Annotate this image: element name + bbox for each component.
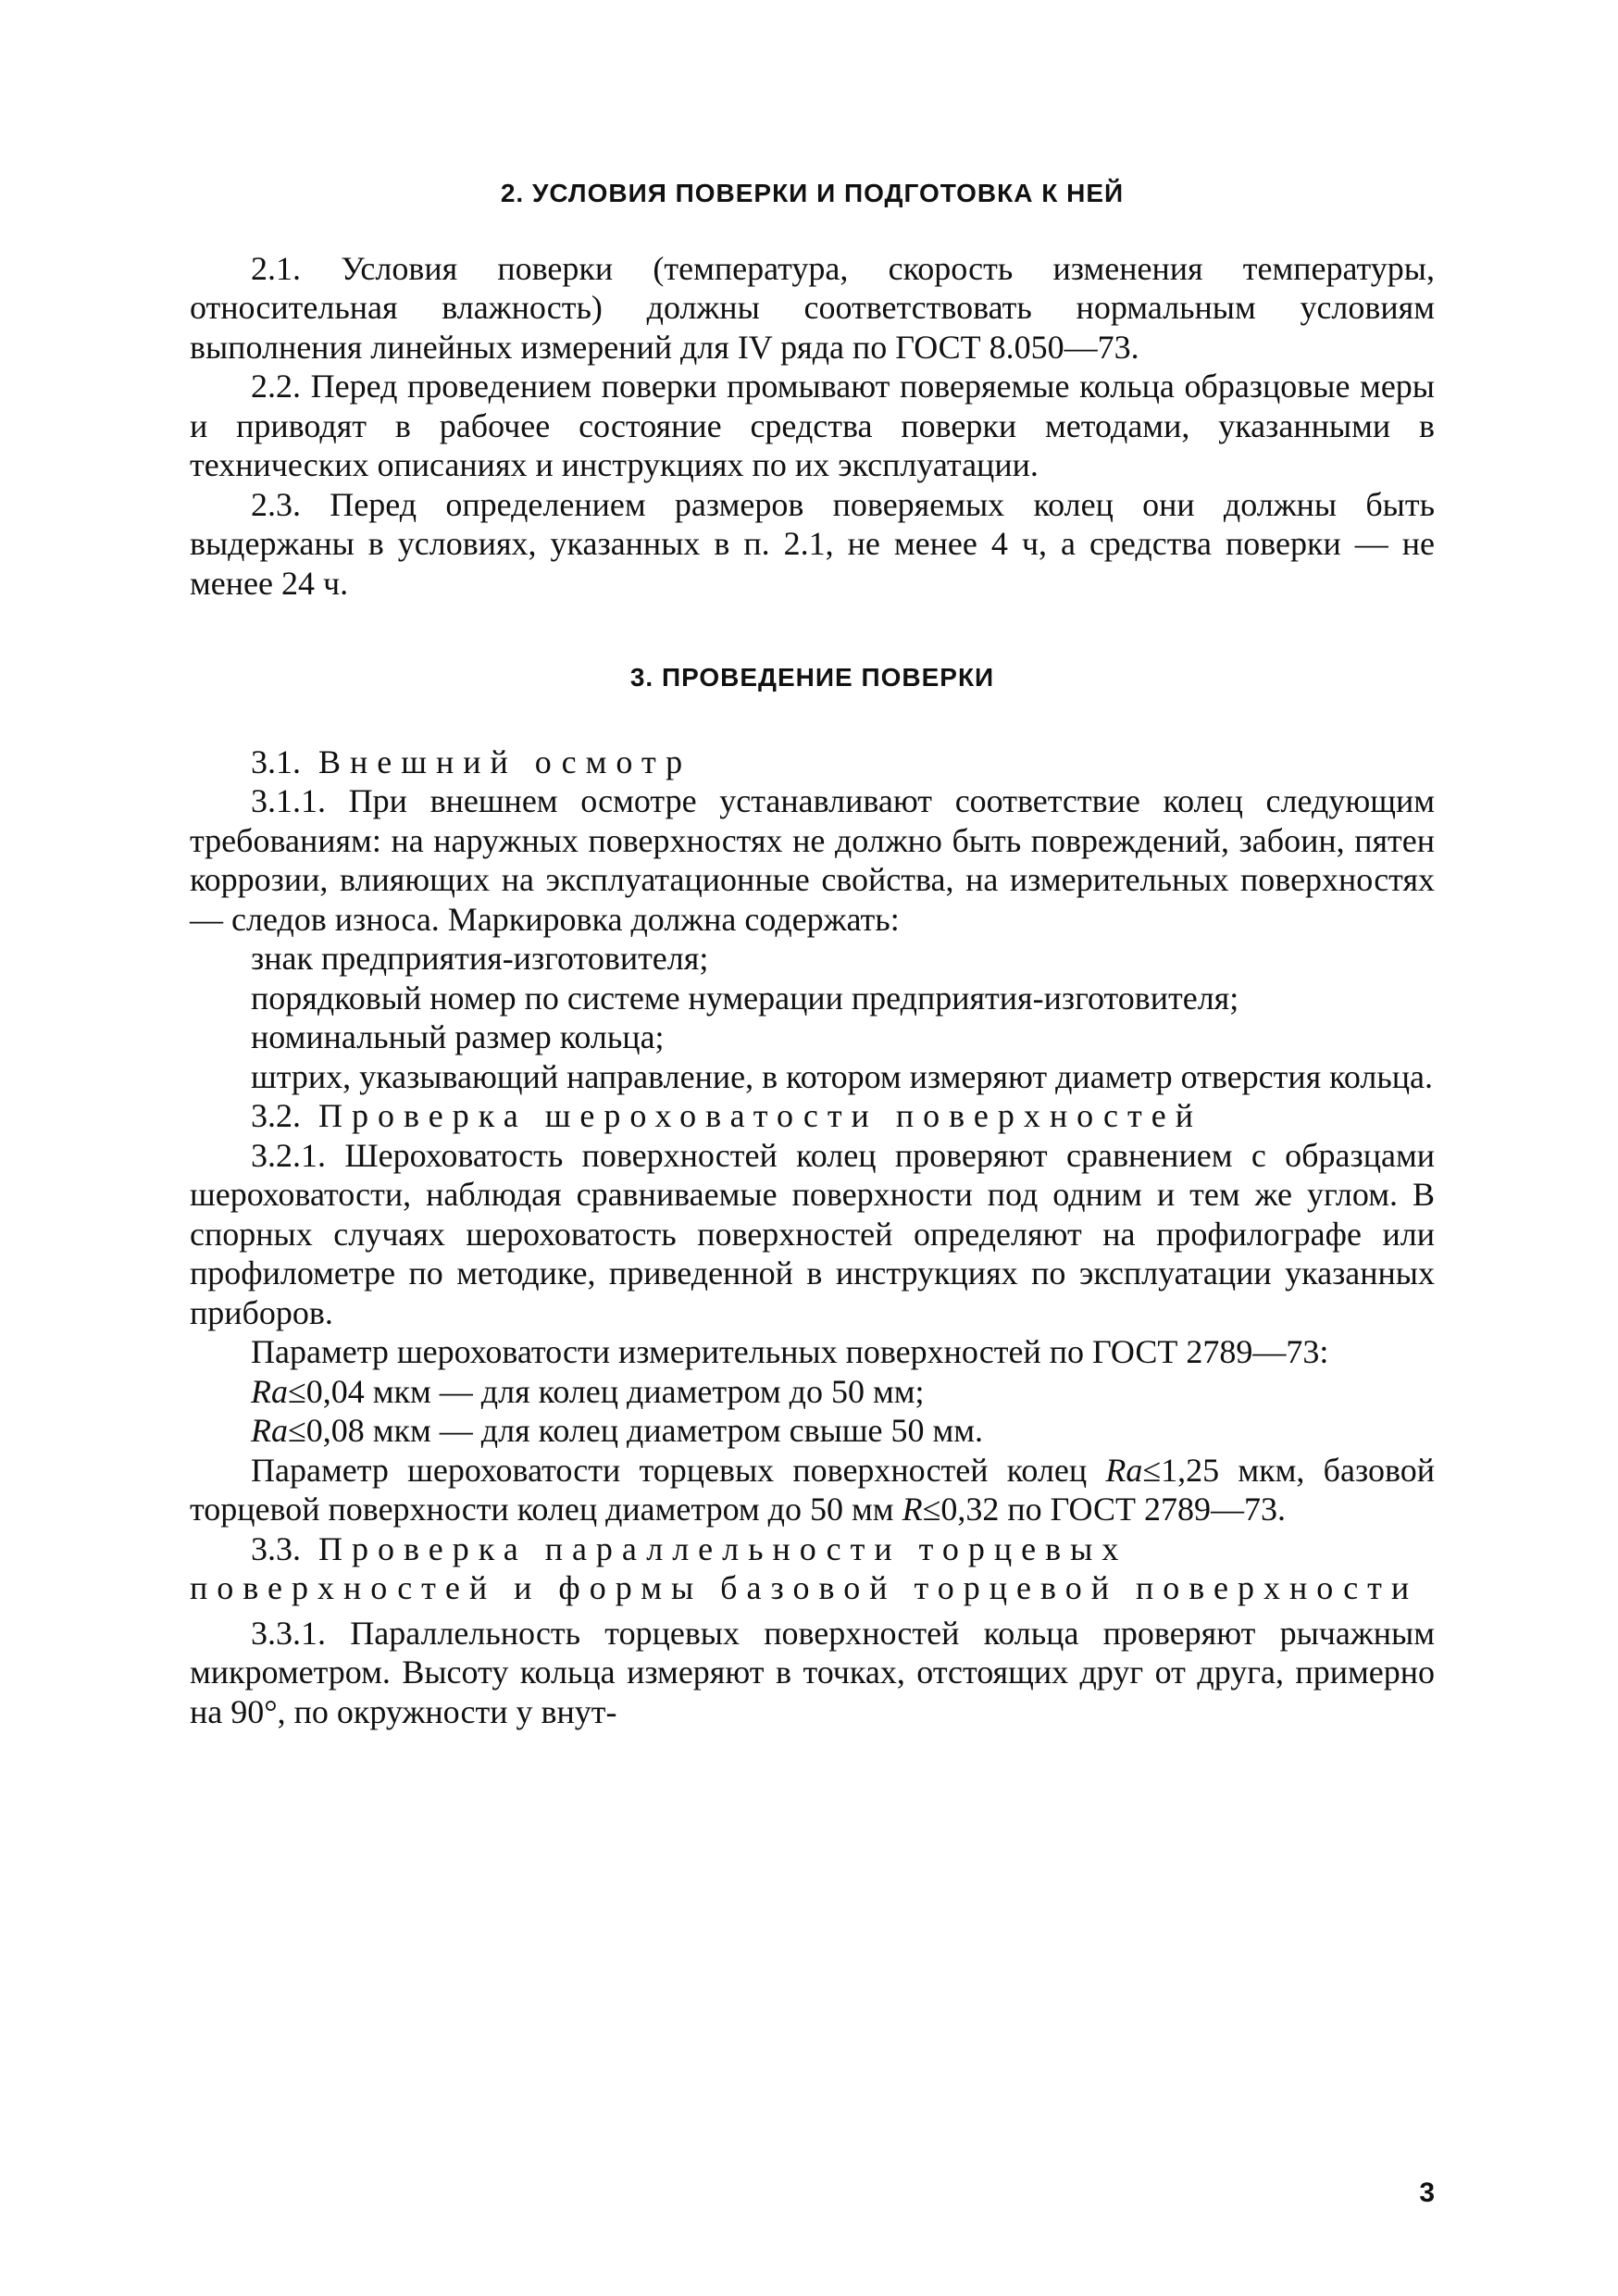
parameter-intro: Параметр шероховатости измерительных поверхностей по ГОСТ 2789—73: [251,1333,1329,1370]
subsection-title: Внешний осмотр [318,742,692,780]
section-2-heading: 2. УСЛОВИЯ ПОВЕРКИ И ПОДГОТОВКА К НЕЙ [500,179,1125,207]
ra-symbol: Ra [251,1372,288,1410]
text-span: ≤1,25 мкм, базовой торцевой поверхности колец диаметром до 50 мм [190,1451,1435,1528]
subsection-number: 3.2. [251,1097,301,1134]
text-span: ≤0,32 по ГОСТ 2789—73. [922,1491,1286,1528]
subsection-number: 3.3. [251,1529,301,1567]
subsection-3-2-title [190,1096,1435,1136]
ra-symbol: Ra [251,1412,288,1449]
document-page [190,157,1435,2213]
ra-symbol: Ra [1105,1451,1143,1489]
paragraph-2-2: 2.2. Перед проведением поверки промывают поверяемые кольца образцовые меры и приводят в рабочее состояние средства поверки методами, указанными в технических описаниях и инструкциях по их эксплуатации. [190,368,1435,483]
r-symbol: R [902,1491,923,1528]
ra-limit-1 [190,1372,1435,1412]
subsection-3-1-title [190,742,1435,782]
subsection-title: Проверка параллельности торцевых поверхностей и формы базовой торцевой поверхности [190,1529,1419,1606]
marking-item: штрих, указывающий направление, в котором измеряют диаметр отверстия кольца. [251,1057,1433,1095]
subsection-number: 3.1. [251,742,301,780]
ra-limit-2 [190,1411,1435,1451]
paragraph-3-2-1: 3.2.1. Шероховатость поверхностей колец проверяют сравнением с образцами шероховатости, наблюдая сравниваемые поверхности под одним и тем же углом. В спорных случаях шероховатость поверхностей определяют на профилографе или профилометре по методике, приведенной в инструкциях по эксплуатации указанных приборов. [190,1136,1435,1331]
paragraph-3-3-1: 3.3.1. Параллельность торцевых поверхностей кольца проверяют рычажным микрометром. Высоту кольца измеряют в точках, отстоящих друг от друга, примерно на 90°, по окружности у внут- [190,1614,1435,1730]
section-3-heading: 3. ПРОВЕДЕНИЕ ПОВЕРКИ [629,663,995,692]
parameter-end-surfaces [190,1451,1435,1529]
marking-item: порядковый номер по системе нумерации предприятия-изготовителя; [251,979,1239,1017]
ra-value: ≤0,04 мкм — для колец диаметром до 50 мм; [288,1372,925,1410]
subsection-title: Проверка шероховатости поверхностей [318,1097,1202,1134]
page-number: 3 [1419,2177,1435,2208]
marking-item: номинальный размер кольца; [251,1018,665,1055]
marking-item: знак предприятия-изготовителя; [251,940,709,977]
ra-value: ≤0,08 мкм — для колец диаметром свыше 50 мм. [288,1412,984,1449]
text-span: Параметр шероховатости торцевых поверхностей колец [251,1451,1106,1489]
paragraph-2-1: 2.1. Условия поверки (температура, скорость изменения температуры, относительная влажность) должны соответствовать нормальным условиям выполнения линейных измерений для IV ряда по ГОСТ 8.050—73. [190,249,1435,366]
subsection-3-3-title [190,1529,1435,1608]
paragraph-2-3: 2.3. Перед определением размеров поверяемых колец они должны быть выдержаны в условиях, указанных в п. 2.1, не менее 4 ч, а средства поверки — не менее 24 ч. [190,485,1435,602]
paragraph-3-1-1: 3.1.1. При внешнем осмотре устанавливают соответствие колец следующим требованиям: на наружных поверхностях не должно быть повреждений, забоин, пятен коррозии, влияющих на эксплуатационные свойства, на измерительных поверхностях — следов износа. Маркировка должна содержать: [190,782,1435,938]
